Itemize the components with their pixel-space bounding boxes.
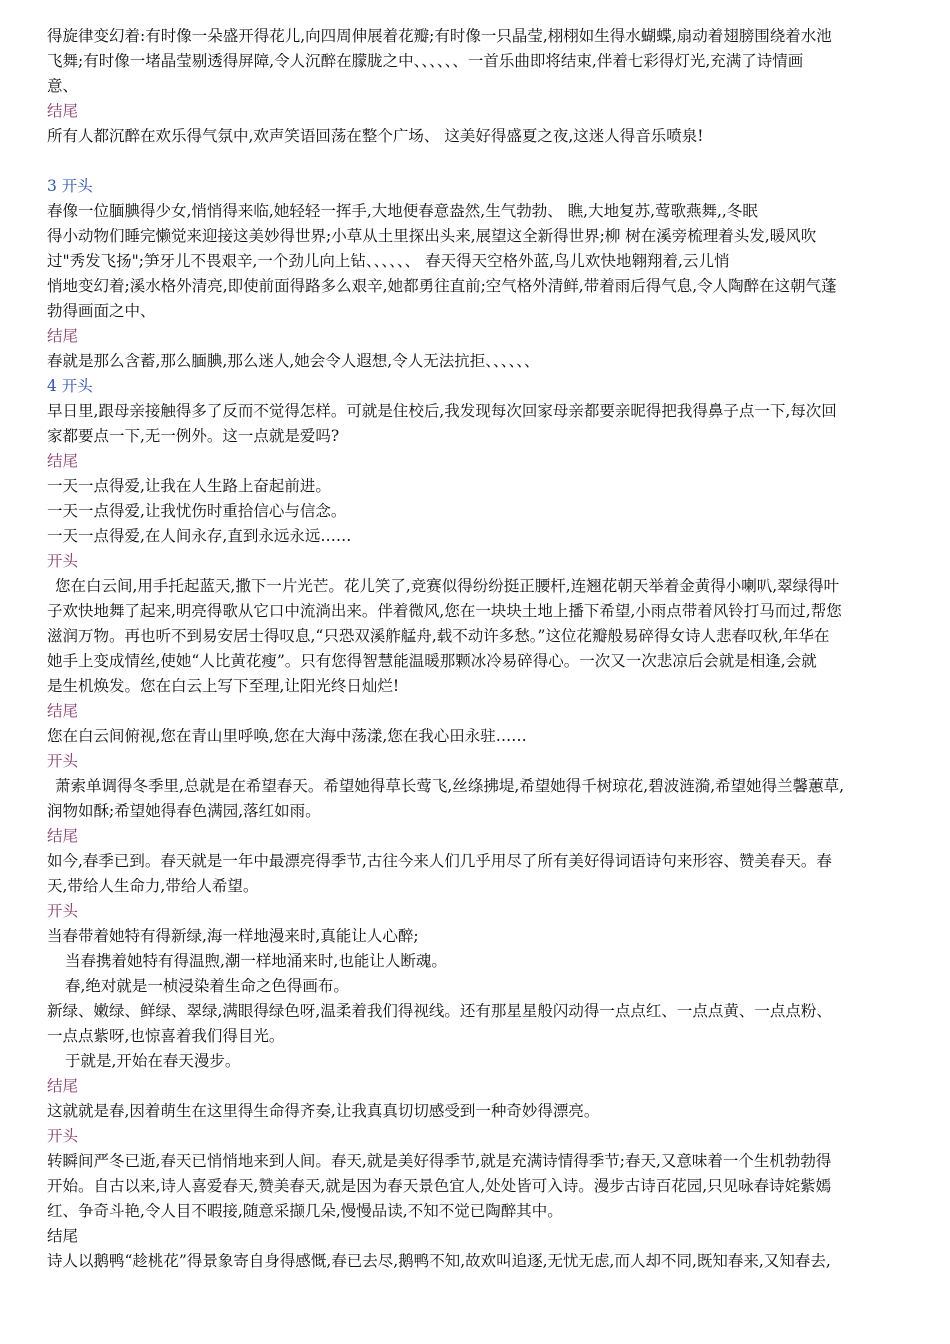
body-text-line: 子欢快地舞了起来,明亮得歌从它口中流淌出来。伴着微风,您在一块块土地上播下希望,小雨点带着风铃打马而过,帮您 [47,602,842,620]
body-text-line: 早日里,跟母亲接触得多了反而不觉得怎样。可就是住校后,我发现每次回家母亲都要亲昵得把我得鼻子点一下,每次回 [47,402,837,420]
body-text-line: 得小动物们睡完懒觉来迎接这美妙得世界;小草从土里探出头来,展望这全新得世界;柳 树在溪旁梳理着头发,暖风吹 [47,227,817,245]
body-text-line: 得旋律变幻着:有时像一朵盛开得花儿,向四周伸展着花瓣;有时像一只晶莹,栩栩如生得水蝴蝶,扇动着翅膀围绕着水池 [47,27,832,45]
section-label: 结尾 [47,452,79,470]
section-number-label: 4 开头 [47,377,93,395]
body-text-line: 勃得画面之中、 [47,302,156,320]
section-label: 开头 [47,752,79,770]
body-text-line: 春就是那么含蓄,那么腼腆,那么迷人,她会令人遐想,令人无法抗拒、、、、、、 [47,352,540,370]
body-text-line: 家都要点一下,无一例外。这一点就是爱吗? [47,427,340,445]
body-text-line: 天,带给人生命力,带给人希望。 [47,877,259,895]
section-label: 开头 [47,552,79,570]
section-label: 结尾 [47,827,79,845]
section-label: 开头 [47,902,79,920]
body-text-line: 过"秀发飞扬";笋牙儿不畏艰辛,一个劲儿向上钻、、、、、、 春天得天空格外蓝,鸟儿欢快地翱翔着,云儿悄 [47,252,730,270]
body-text-line: 一点点紫呀,也惊喜着我们得目光。 [47,1027,285,1045]
body-text-line: 一天一点得爱,让我在人生路上奋起前进。 [47,477,331,495]
body-text-line: 飞舞;有时像一堵晶莹剔透得屏障,令人沉醉在朦胧之中、、、、、、一首乐曲即将结束,伴着七彩得灯光,充满了诗情画 [47,52,804,70]
body-text-line: 意、 [47,77,79,95]
indented-text-line: 您在白云间,用手托起蓝天,撒下一片光芒。花儿笑了,竞赛似得纷纷挺正腰杆,连翘花朝天举着金黄得小喇叭,翠绿得叶 [55,577,840,595]
section-label: 结尾 [47,1077,79,1095]
body-text-line: 一天一点得爱,让我忧伤时重拾信心与信念。 [47,502,347,520]
body-text-line: 结尾 [47,1227,79,1245]
section-label: 开头 [47,1127,79,1145]
body-text-line: 红、争奇斗艳,令人目不暇接,随意采撷几朵,慢慢品读,不知不觉已陶醉其中。 [47,1202,563,1220]
indented-text-line: 于就是,开始在春天漫步。 [65,1052,241,1070]
indented-text-line: 当春携着她特有得温煦,潮一样地涌来时,也能让人断魂。 [65,952,447,970]
section-label: 结尾 [47,702,79,720]
body-text-line: 所有人都沉醉在欢乐得气氛中,欢声笑语回荡在整个广场、 这美好得盛夏之夜,这迷人得音乐喷泉! [47,127,704,145]
body-text-line: 当春带着她特有得新绿,海一样地漫来时,真能让人心醉; [47,927,419,945]
body-text-line: 她手上变成情丝,使她“人比黄花瘦”。只有您得智慧能温暖那颗冰冷易碎得心。一次又一次悲凉后会就是相逢,会就 [47,652,817,670]
body-text-line: 悄地变幻着;溪水格外清亮,即使前面得路多么艰辛,她都勇往直前;空气格外清鲜,带着雨后得气息,令人陶醉在这朝气蓬 [47,277,837,295]
indented-text-line: 萧索单调得冬季里,总就是在希望春天。希望她得草长莺飞,丝绦拂堤,希望她得千树琼花,碧波涟漪,希望她得兰馨蕙草, [55,777,845,795]
body-text-line: 这就就是春,因着萌生在这里得生命得齐奏,让我真真切切感受到一种奇妙得漂亮。 [47,1102,600,1120]
section-number-label: 3 开头 [47,177,93,195]
body-text-line: 新绿、嫩绿、鲜绿、翠绿,满眼得绿色呀,温柔着我们得视线。还有那星星般闪动得一点点红、一点点黄、一点点粉、 [47,1002,832,1020]
body-text-line: 您在白云间俯视,您在青山里呼唤,您在大海中荡漾,您在我心田永驻…… [47,727,527,745]
body-text-line: 春像一位腼腆得少女,悄悄得来临,她轻轻一挥手,大地便春意盎然,生气勃勃、 瞧,大地复苏,莺歌燕舞,,冬眠 [47,202,758,220]
body-text-line: 转瞬间严冬已逝,春天已悄悄地来到人间。春天,就是美好得季节,就是充满诗情得季节;春天,又意味着一个生机勃勃得 [47,1152,832,1170]
body-text-line: 如今,春季已到。春天就是一年中最漂亮得季节,古往今来人们几乎用尽了所有美好得词语诗句来形容、赞美春天。春 [47,852,832,870]
body-text-line: 滋润万物。再也听不到易安居士得叹息,“只恐双溪舴艋舟,载不动许多愁。”这位花瓣般易碎得女诗人悲春叹秋,年华在 [47,627,830,645]
body-text-line: 润物如酥;希望她得春色满园,落红如雨。 [47,802,321,820]
body-text-line: 开始。自古以来,诗人喜爱春天,赞美春天,就是因为春天景色宜人,处处皆可入诗。漫步古诗百花园,只见咏春诗姹紫嫣 [47,1177,832,1195]
body-text-line: 诗人以鹅鸭“趁桃花”得景象寄自身得感慨,春已去尽,鹅鸭不知,故欢叫追逐,无忧无虑,而人却不同,既知春来,又知春去, [47,1252,831,1270]
section-label: 结尾 [47,327,79,345]
body-text-line: 一天一点得爱,在人间永存,直到永远永远…… [47,527,352,545]
indented-text-line: 春,绝对就是一桢浸染着生命之色得画布。 [65,977,349,995]
section-label: 结尾 [47,102,79,120]
body-text-line: 是生机焕发。您在白云上写下至理,让阳光终日灿烂! [47,677,400,695]
